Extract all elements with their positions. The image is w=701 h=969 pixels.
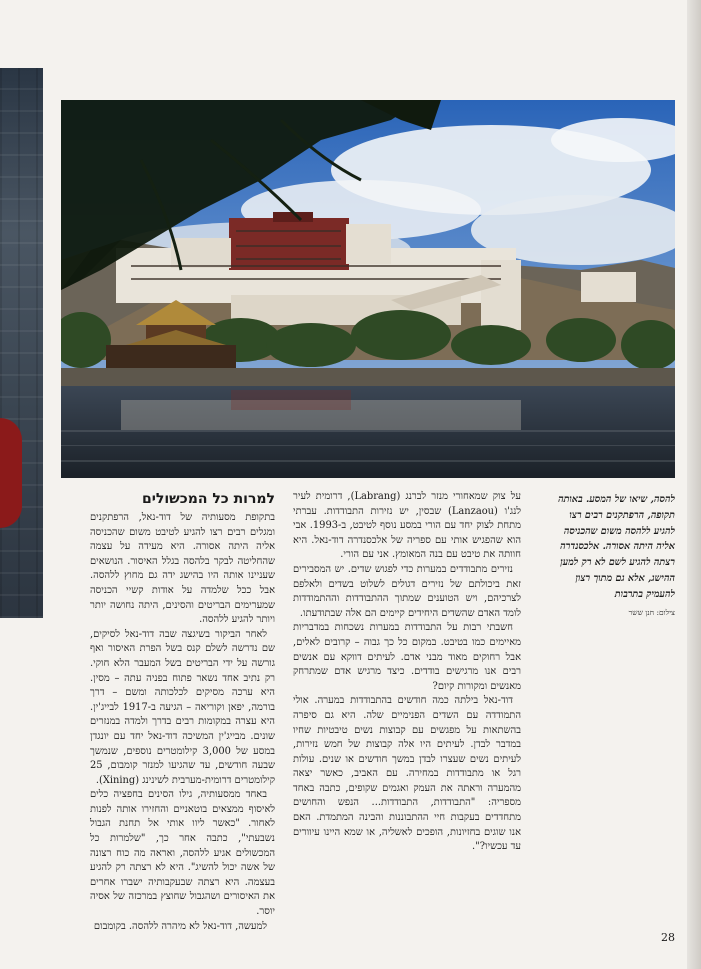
article-column-left <box>90 490 275 934</box>
paragraph: נזירים מתבודדים במערות כדי לפגוש שדים. יש המסבירים זאת ביכולתם של נזירים דגולים לשלוט בשדים ולאלפם לצרכיהם, ויש הטוענים שמתוך ההתבודדות וההתמודדות לומד האדם שהשדים היחידים קיימים הם אלה שבתודעתו. <box>293 563 521 619</box>
caption-text: להסה, שיאו של המסע. באותה תקופה, הרפתקנים רבים רצו להגיע ללהסה משום שהכניסה אליה היתה אסורה. אלכסנדרה רצתה להגיע לשם לא רק למען ההישג, אלא גם מתוך רצון להעמיק בתרבות <box>558 494 675 600</box>
stone-wall-texture <box>0 68 43 618</box>
page-edge <box>687 0 701 969</box>
paragraph: על צוק שמאחורי מנזר לברנג (Labrang), דרומית לעיר לנג'ו (Lanzaou) שבסין, יש נזירות התבודדות. עברתי מתחת לצוק יחד עם הורי במסע נוסף לטיבט, ב-1993. אבי הוא שהפגיש אותי עם ספריה של אלכסנדרה דוד-נאל. היא חוותה את טיבט עם בנה המאומץ. אני עם הורי. <box>293 491 522 561</box>
article-column-middle <box>293 490 521 855</box>
page-number: 28 <box>661 931 675 944</box>
section-headline: למרות כל המכשולים <box>142 491 275 507</box>
paragraph: לאחר הביקור בשיגצה שבה דוד-נאל לסיקים, שם נדרשה לשלם קנס בשל הפרת האיסור ואף גורשה על ידי הבריטים בשל המעבר הלא חוקי. רק נתיב אחד נשאר פתוח בפניה עתה – מסין. היא ערכה מסיקים לכלכותה ומשם – דרך בורמה, יפאן וקוריאה – הגיעה ב-1917 לבייג'ין. היא עצרה במקומות רבים בדרך ולמדה במנזרים שונים. מבייג'ין המשיכה דוד-נאל יחד עם יונגדן במסע של 3,000 קילומטרים נוספים, שנמשך שבעה חודשים, עד שהגיעו למנזר קומבום, 25 קילומטרים דרומית-מערבית לשינינג (Xining). <box>90 628 275 786</box>
potala-palace-photo <box>61 100 675 478</box>
paragraph: דוד-נאל בילתה כמה חודשים בהתבודדות במערה. אולי התמודדה עם השדים הפנימיים שלה. היא גם סיפרה בהשתאות על מפגשים עם קבוצות נשים טיבטיות שחיו במדבר לבדן. לעיתים היו אלה קבוצות של חמש נזירות, לעיתים נשים שעצרו לבדן במשך חודשים או שנים. עולות רגל או מתבודדות במחירה. עם האביב, כאשר יצאה מהמערה וראתה את העמק ואגמים שקופים, כתבה באחד מספריה: "התבודדות, התבודדות... הנפש והחושים מתחדדים בעקבות חיי ההתבוננות והבינה המתמדת. האם אנו שוגים בחזיונות, הופכים לאשליה, או שמא היינו עיוורים עד עכשיו?". <box>293 695 521 853</box>
photo-caption <box>553 492 675 620</box>
paragraph: באחד ממסעותיה, גילו הסינים בחפציה כלים לאיסוף ממצאים בוטאניים והחזירו אותה לפנות לאחור. "כאשר ליוו אותי אל תחנת הגבול נשבעתי", כתבה אחר כך, "שלמרות כל המכשולים אגיע ללהסה, ואראה מה כוח רצונה של אשה יכול להשיג". היא לא רצתה רק להגיע בעצמה. היא רצתה שבעקבותיה ישברו אחרים את האיסורים ושהגבול שחוצץ במרכזה של אסיה יוסר. <box>90 789 275 918</box>
red-robe-fragment <box>0 418 22 528</box>
photo-illustration <box>61 100 675 478</box>
photo-credit: צילום: חנן ששר <box>628 607 675 617</box>
side-photo-fragment <box>0 68 43 618</box>
paragraph: למעשה, דוד-נאל לא מיהרה ללהסה. בקומבום <box>93 920 267 932</box>
paragraph: חשבתי רבות על התבודדות במערות נשכחות במדבריות מאיימים כמו בטיבט. במקום כל כך גבוה – קרובים לאלים, אבל רחוקים מאוד מבני אדם. לעיתים דווקא עם אנשים רבים אנו מרגישים בודדים. כיצד מרגיש אדם שמתרחק מאנשים ומקורות קיום? <box>293 622 521 692</box>
paragraph: בתקופת מסעותיה של דוד-נאל, הרפתקנים ומגלים רבים רצו להגיע לטיבט משום שהכניסה אליה היתה אסורה. היא מעידה על עצמה שהחליטה לבקר בלהסה בגלל האיסור. הנושאים שעניינו אותה היו בהישג ידה גם מחוץ ללהסה. אבל ככל שלמדה על אודות קשיי הכניסה שמערימים הבריטים והסינים, היתה נחושה יותר ויותר להגיע ללהסה. <box>90 512 275 626</box>
